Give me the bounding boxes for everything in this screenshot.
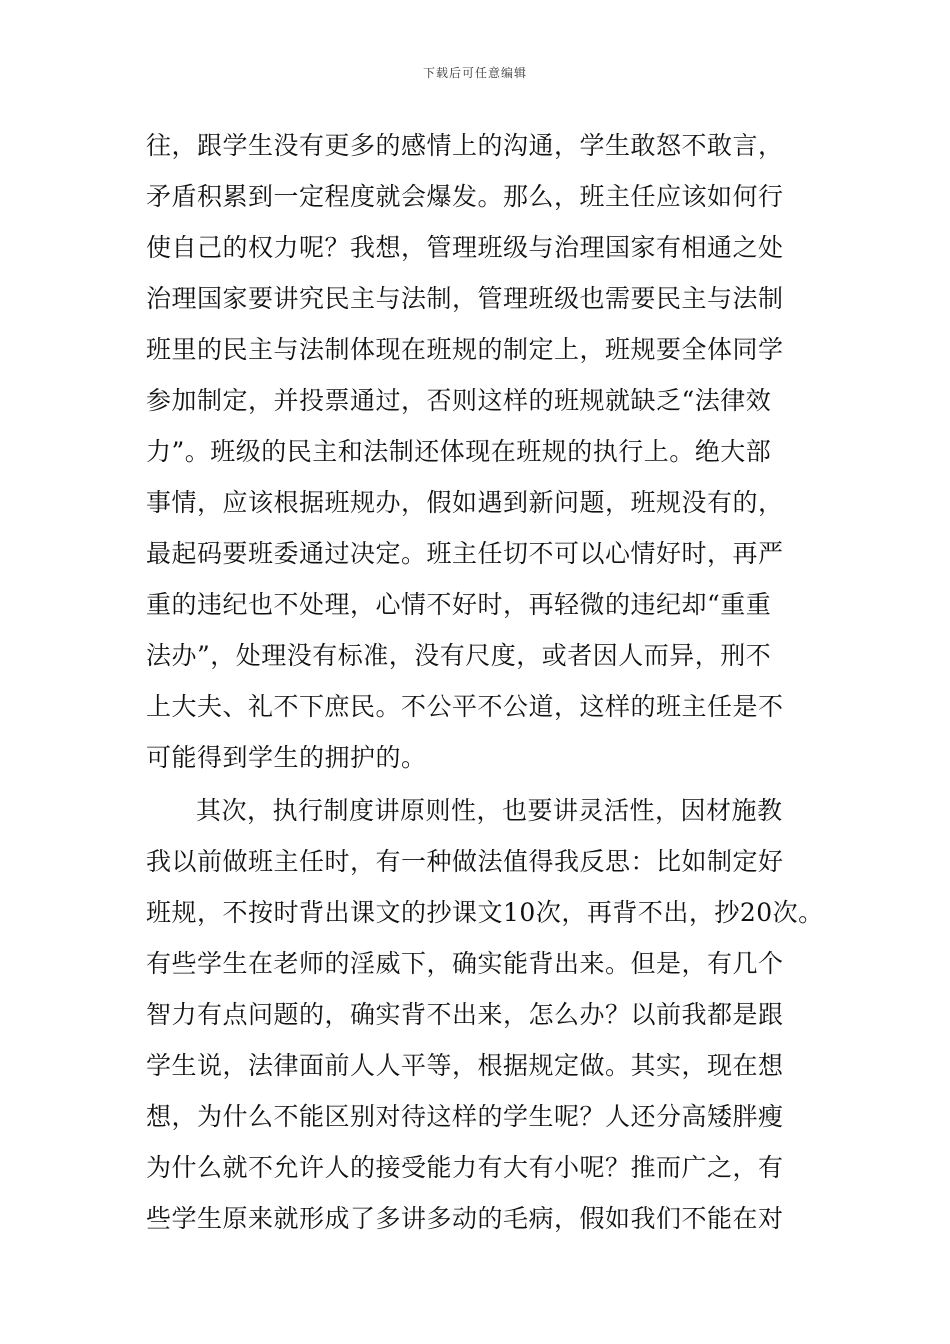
- text-line: 法办”，处理没有标准，没有尺度，或者因人而异，刑不: [146, 641, 772, 670]
- text-line: 重的违纪也不处理，心情不好时，再轻微的违纪却“重重: [146, 590, 772, 619]
- text-line: 最起码要班委通过决定。班主任切不可以心情好时，再严: [146, 539, 784, 568]
- text-line: 上大夫、礼不下庶民。不公平不公道，这样的班主任是不: [146, 692, 784, 721]
- page-header: 下载后可任意编辑: [422, 66, 527, 80]
- text-line: 我以前做班主任时，有一种做法值得我反思：比如制定好: [146, 847, 784, 876]
- text-line: 使自己的权力呢？我想，管理班级与治理国家有相通之处: [146, 233, 784, 262]
- text-line: 矛盾积累到一定程度就会爆发。那么，班主任应该如何行: [146, 182, 784, 211]
- text-line: 力”。班级的民主和法制还体现在班规的执行上。绝大部: [146, 437, 772, 466]
- text-line: 参加制定，并投票通过，否则这样的班规就缺乏“法律效: [146, 386, 772, 415]
- paragraph-first-line: 其次，执行制度讲原则性，也要讲灵活性，因材施教: [196, 796, 783, 825]
- text-line: 有些学生在老师的淫威下，确实能背出来。但是，有几个: [146, 949, 784, 978]
- text-line: 治理国家要讲究民主与法制，管理班级也需要民主与法制: [146, 284, 784, 313]
- text-line: 往，跟学生没有更多的感情上的沟通，学生敢怒不敢言，: [146, 131, 784, 160]
- text-line: 班规，不按时背出课文的抄课文10次，再背不出，抄20次。: [146, 898, 824, 927]
- text-line: 可能得到学生的拥护的。: [146, 743, 427, 772]
- text-line: 班里的民主与法制体现在班规的制定上，班规要全体同学: [146, 335, 784, 364]
- text-line: 事情，应该根据班规办，假如遇到新问题，班规没有的，: [146, 488, 784, 517]
- text-line: 些学生原来就形成了多讲多动的毛病，假如我们不能在对: [146, 1204, 784, 1233]
- text-line: 为什么就不允许人的接受能力有大有小呢？推而广之，有: [146, 1153, 784, 1182]
- text-line: 想，为什么不能区别对待这样的学生呢？人还分高矮胖瘦: [146, 1102, 784, 1131]
- text-line: 智力有点问题的，确实背不出来，怎么办？以前我都是跟: [146, 1000, 784, 1029]
- text-line: 学生说，法律面前人人平等，根据规定做。其实，现在想: [146, 1051, 784, 1080]
